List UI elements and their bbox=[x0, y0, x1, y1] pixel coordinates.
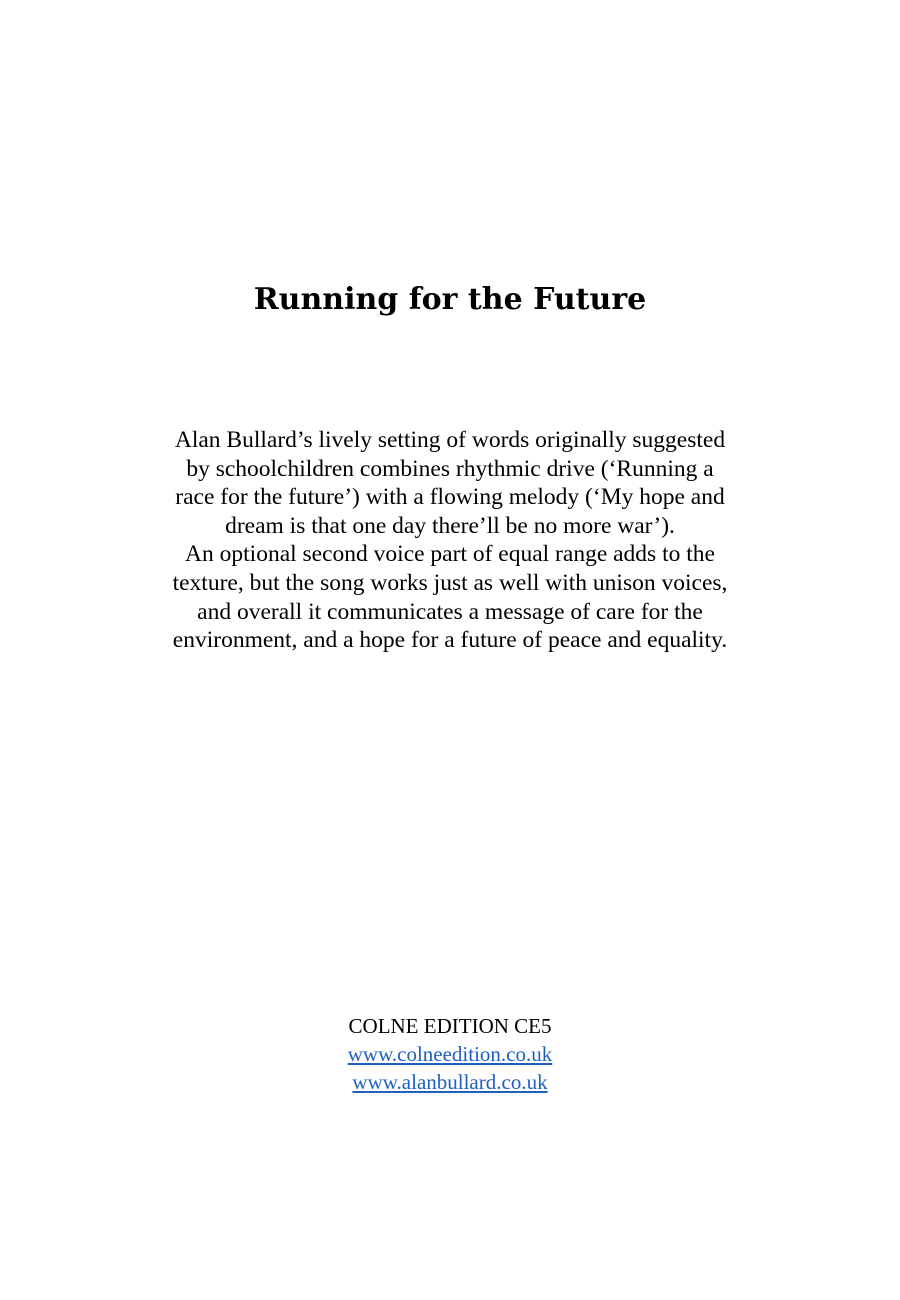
description-line: texture, but the song works just as well with unison voices, bbox=[172, 569, 728, 596]
description-line: dream is that one day there’ll be no more war’). bbox=[225, 512, 675, 539]
publisher-footer bbox=[0, 1012, 900, 1096]
alanbullard-link[interactable]: www.alanbullard.co.uk bbox=[352, 1070, 548, 1094]
description-paragraph bbox=[90, 426, 810, 655]
description-line: environment, and a hope for a future of peace and equality. bbox=[172, 627, 728, 654]
description-line: race for the future’) with a flowing melody (‘My hope and bbox=[175, 484, 725, 511]
description-line: Alan Bullard’s lively setting of words originally suggested bbox=[174, 427, 726, 453]
colneedition-link[interactable]: www.colneedition.co.uk bbox=[347, 1042, 553, 1066]
edition-label: COLNE EDITION CE5 bbox=[348, 1014, 552, 1038]
description-line: An optional second voice part of equal range adds to the bbox=[185, 541, 715, 568]
description-line: and overall it communicates a message of care for the bbox=[197, 598, 703, 625]
page-title: Running for the Future bbox=[253, 282, 647, 317]
description-line: by schoolchildren combines rhythmic drive (‘Running a bbox=[186, 455, 714, 482]
